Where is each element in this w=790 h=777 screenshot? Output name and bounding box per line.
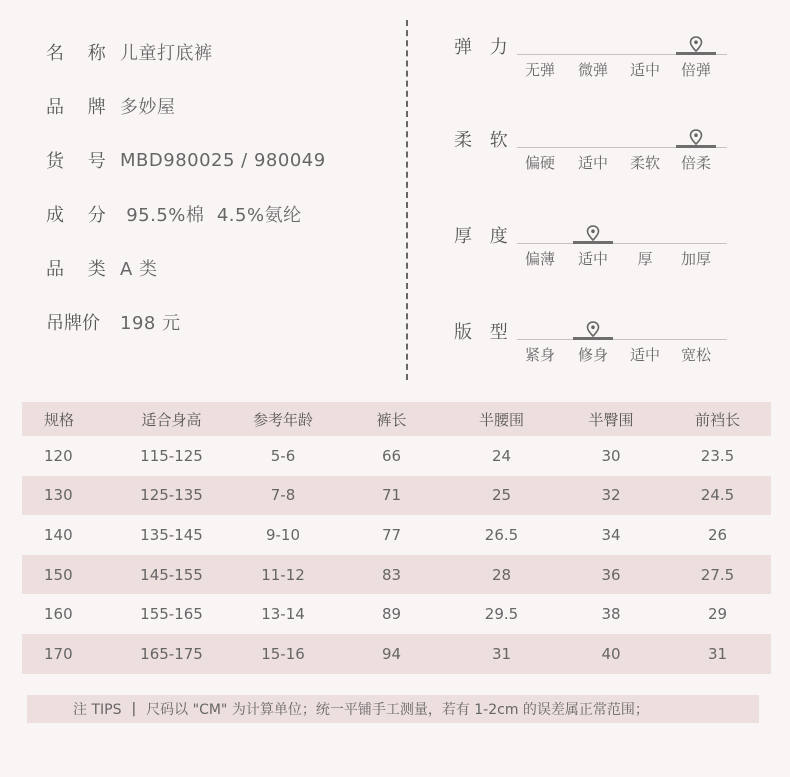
scale-option: 倍柔 [680, 154, 711, 172]
spec-value: A 类 [120, 259, 158, 280]
scale-title: 厚 度 [454, 226, 514, 247]
scale-softness [454, 126, 754, 186]
tips-text: 尺码以 "CM" 为计算单位；统一平铺手工测量，若有 1-2cm 的误差属正常范围； [146, 702, 649, 718]
column-header: 规格 [22, 402, 115, 436]
table-cell: 29.5 [484, 605, 519, 624]
scale-option: 柔软 [629, 154, 660, 172]
scale-option: 适中 [629, 61, 660, 79]
table-cell: 30 [601, 446, 621, 465]
table-cell: 5-6 [270, 446, 296, 465]
column-header: 裤长 [338, 402, 445, 436]
scale-marker-bar [676, 52, 716, 55]
table-cell: 89 [381, 605, 402, 624]
column-header: 参考年龄 [228, 402, 338, 436]
table-row [22, 594, 771, 634]
spec-label: 名 称 [46, 43, 115, 64]
column-header: 半臀围 [558, 402, 664, 436]
table-cell: 23.5 [700, 446, 735, 465]
scale-marker-bar [676, 145, 716, 148]
location-pin-icon [586, 225, 600, 241]
table-cell: 9-10 [265, 525, 301, 544]
scale-option: 无弹 [524, 61, 555, 79]
scale-option: 厚 [637, 250, 653, 268]
table-cell: 150 [22, 555, 115, 595]
table-cell: 31 [664, 634, 771, 674]
table-cell: 160 [44, 605, 73, 624]
scale-fit [454, 318, 754, 378]
table-cell: 31 [445, 634, 558, 674]
table-cell: 83 [338, 555, 445, 595]
scale-track [517, 339, 727, 340]
table-cell: 11-12 [228, 555, 338, 595]
spec-value: MBD980025 / 980049 [120, 149, 326, 171]
scale-option: 紧身 [524, 346, 555, 364]
table-cell: 24 [491, 446, 512, 465]
scale-track [517, 243, 727, 244]
table-cell: 36 [558, 555, 664, 595]
scale-thickness [454, 222, 754, 282]
location-pin-icon [689, 36, 703, 52]
scale-option: 适中 [577, 250, 608, 268]
tips-note [27, 695, 759, 723]
table-cell: 34 [601, 525, 621, 544]
scale-option: 偏薄 [524, 250, 555, 268]
table-cell: 120 [44, 446, 73, 465]
spec-row-brand [46, 92, 176, 120]
table-cell: 26.5 [484, 525, 519, 544]
scale-option: 偏硬 [524, 154, 555, 172]
spec-row-tag-price [46, 308, 181, 336]
table-cell: 28 [445, 555, 558, 595]
table-cell: 115-125 [140, 446, 203, 465]
scale-elasticity [454, 33, 754, 93]
scale-option: 宽松 [680, 346, 711, 364]
table-cell: 29 [707, 605, 728, 624]
column-header: 适合身高 [115, 402, 228, 436]
spec-label: 吊牌价 [46, 313, 100, 334]
table-cell: 145-155 [115, 555, 228, 595]
column-header: 前裆长 [664, 402, 771, 436]
table-cell: 15-16 [228, 634, 338, 674]
table-cell: 38 [601, 605, 621, 624]
tips-separator: | [131, 701, 137, 717]
table-cell: 32 [558, 476, 664, 516]
spec-row-category [46, 254, 158, 282]
table-cell: 71 [338, 476, 445, 516]
table-cell: 66 [381, 446, 402, 465]
scale-title: 版 型 [454, 322, 514, 343]
table-row [22, 634, 771, 674]
scale-option: 加厚 [680, 250, 711, 268]
scale-option: 适中 [577, 154, 608, 172]
scale-title: 弹 力 [454, 37, 514, 58]
column-header: 半腰围 [445, 402, 558, 436]
spec-label: 品 牌 [46, 97, 115, 118]
spec-label: 成 分 [46, 205, 115, 226]
scale-option: 倍弹 [680, 61, 711, 79]
table-cell: 170 [22, 634, 115, 674]
table-row [22, 555, 771, 595]
table-cell: 27.5 [664, 555, 771, 595]
spec-row-name [46, 38, 213, 66]
table-cell: 24.5 [664, 476, 771, 516]
size-chart-table [22, 402, 771, 674]
scale-option: 适中 [629, 346, 660, 364]
spec-value: 多妙屋 [120, 97, 176, 118]
table-cell: 77 [381, 525, 402, 544]
table-cell: 130 [22, 476, 115, 516]
table-cell: 135-145 [140, 525, 203, 544]
spec-value: 儿童打底裤 [120, 43, 213, 64]
table-cell: 155-165 [140, 605, 203, 624]
spec-value: 95.5%棉 4.5%氨纶 [120, 205, 302, 226]
scale-option: 修身 [577, 346, 608, 364]
spec-row-composition [46, 200, 302, 228]
table-cell: 140 [44, 525, 73, 544]
tips-label: 注 TIPS [73, 702, 122, 718]
spec-label: 品 类 [46, 259, 115, 280]
spec-row-item-number [46, 146, 326, 174]
table-row [22, 436, 771, 476]
spec-label: 货 号 [46, 151, 115, 172]
table-row [22, 515, 771, 555]
scale-marker-bar [573, 337, 613, 340]
table-row [22, 476, 771, 516]
spec-value: 198 元 [120, 313, 181, 334]
table-cell: 26 [707, 525, 728, 544]
table-cell: 25 [445, 476, 558, 516]
table-cell: 125-135 [115, 476, 228, 516]
scale-option: 微弹 [577, 61, 608, 79]
scale-title: 柔 软 [454, 130, 514, 151]
table-cell: 40 [558, 634, 664, 674]
table-header-row [22, 402, 771, 436]
location-pin-icon [689, 129, 703, 145]
table-cell: 7-8 [228, 476, 338, 516]
scale-marker-bar [573, 241, 613, 244]
location-pin-icon [586, 321, 600, 337]
table-cell: 13-14 [261, 605, 305, 624]
table-cell: 165-175 [115, 634, 228, 674]
table-cell: 94 [338, 634, 445, 674]
dashed-divider [406, 20, 408, 380]
